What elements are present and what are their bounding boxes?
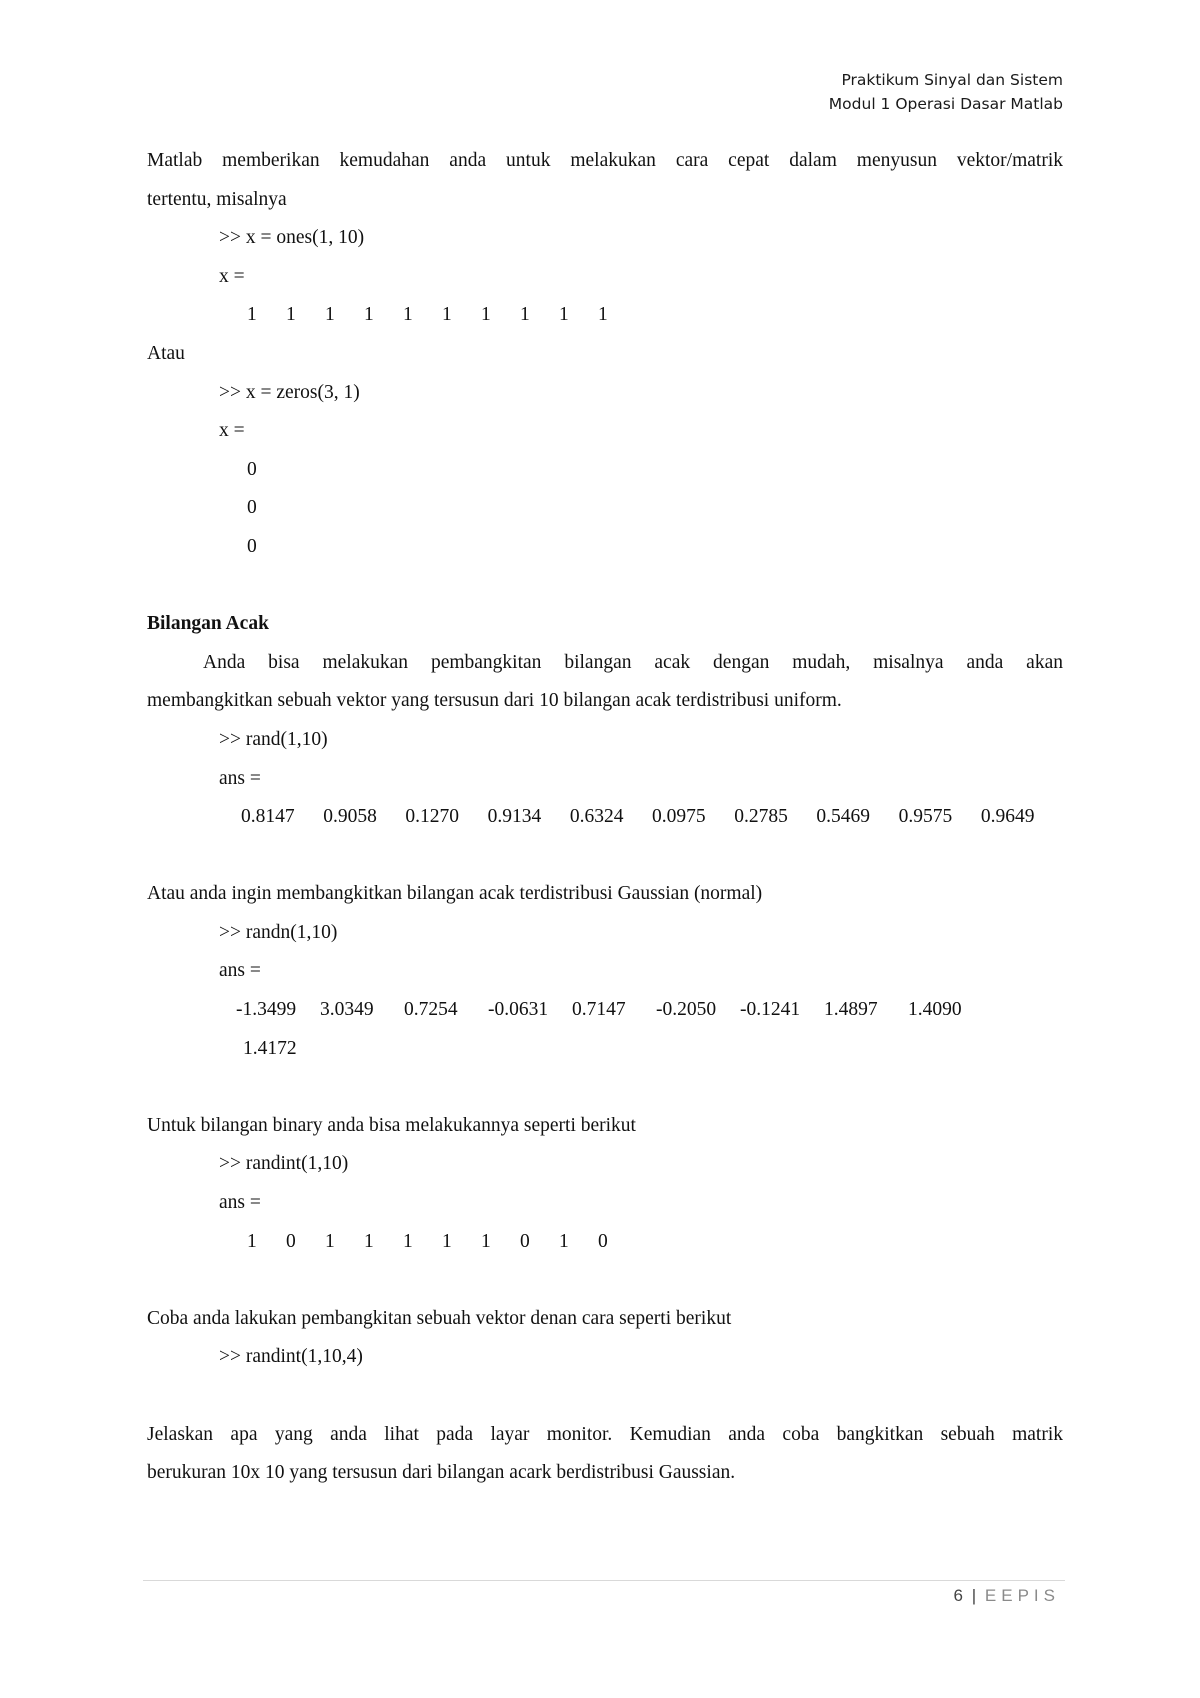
output-value: 1 [520,304,530,326]
section-heading: Bilangan Acak [147,613,269,635]
code-command-randint-2: >> randint(1,10,4) [219,1346,363,1368]
output-value: 0 [286,1230,296,1252]
spacer [147,1261,1063,1300]
output-value: 1 [247,1230,257,1252]
code-command-randn: >> randn(1,10) [219,921,338,943]
output-value: 1 [559,304,569,326]
output-value: 0.5469 [816,806,871,828]
paragraph-binary: Untuk bilangan binary anda bisa melakukannya seperti berikut [147,1114,636,1136]
output-value: 1 [286,304,296,326]
output-value: 0.8147 [241,806,295,828]
output-value: 1 [247,304,257,326]
code-command-zeros: >> x = zeros(3, 1) [219,381,360,403]
code-output-randint [147,1223,1063,1262]
output-value: 1.4897 [824,999,878,1021]
output-value: 0.9575 [898,806,953,828]
output-value: 0.9134 [487,806,542,828]
header-course-title: Praktikum Sinyal dan Sistem [841,71,1063,89]
code-result-label-randn: ans = [219,960,261,982]
output-value: 1 [442,304,452,326]
code-command-randint: >> randint(1,10) [219,1153,349,1175]
output-value: -0.2050 [656,999,717,1021]
footer-divider [143,1580,1065,1581]
output-value: 0.2785 [734,806,788,828]
output-value: -0.1241 [740,999,801,1021]
output-value: 0.9649 [980,806,1035,828]
output-value: 1 [442,1230,452,1252]
output-value: 1 [598,304,608,326]
spacer [147,1377,1063,1416]
paragraph-random-line-1: Anda bisa melakukan pembangkitan bilangan acak dengan mudah, misalnya anda akan [203,651,1063,673]
page-header [829,68,1063,116]
paragraph-random-line-2: membangkitkan sebuah vektor yang tersusun dari 10 bilangan acak terdistribusi uniform. [147,690,842,712]
footer-separator: | [971,1586,979,1605]
output-value: 0 [247,497,257,519]
output-value: 0.9058 [323,806,377,828]
output-value: 1 [559,1230,569,1252]
output-value: -0.0631 [488,999,549,1021]
code-output-rand [147,798,1063,837]
code-result-label-zeros: x = [219,420,245,442]
paragraph-explain-line-1: Jelaskan apa yang anda lihat pada layar monitor. Kemudian anda coba bangkitkan sebuah matrik [147,1423,1063,1445]
paragraph-intro-line-1: Matlab memberikan kemudahan anda untuk melakukan cara cepat dalam menyusun vektor/matrik [147,150,1063,171]
paragraph-intro-line-2: tertentu, misalnya [147,188,287,210]
code-result-label-rand: ans = [219,767,261,789]
paragraph-gaussian: Atau anda ingin membangkitkan bilangan acak terdistribusi Gaussian (normal) [147,883,763,905]
output-value-wrapped: 1.4172 [243,1037,297,1059]
output-value: 1 [403,304,413,326]
spacer [147,1068,1063,1107]
page-body [147,142,1063,1493]
output-value: 1 [325,1230,335,1252]
output-value: 1 [364,304,374,326]
paragraph-atau: Atau [147,342,185,364]
output-value: 0.1270 [405,806,460,828]
code-output-ones [147,296,1063,335]
output-value: -1.3499 [236,999,297,1021]
output-value: 0 [247,458,257,480]
output-value: 0 [520,1230,530,1252]
output-value: 1 [481,304,491,326]
code-result-label-randint: ans = [219,1192,261,1214]
code-output-randn [147,991,1063,1030]
footer-org: EEPIS [984,1586,1060,1605]
code-result-label-ones: x = [219,265,245,287]
output-value: 0 [598,1230,608,1252]
page-number: 6 [953,1586,966,1605]
code-command-ones: >> x = ones(1, 10) [219,227,365,249]
header-module-title: Modul 1 Operasi Dasar Matlab [828,95,1063,113]
output-value: 1 [403,1230,413,1252]
output-value: 1 [364,1230,374,1252]
spacer [147,837,1063,876]
output-value: 3.0349 [320,999,374,1021]
output-value: 0.7254 [404,999,458,1021]
code-command-rand: >> rand(1,10) [219,728,328,750]
output-value: 1 [481,1230,491,1252]
output-value: 1 [325,304,335,326]
output-value: 1.4090 [908,999,962,1021]
output-value: 0.0975 [652,806,706,828]
paragraph-explain-line-2: berukuran 10x 10 yang tersusun dari bilangan acark berdistribusi Gaussian. [147,1462,736,1484]
spacer [147,567,1063,606]
output-value: 0.6324 [569,806,624,828]
output-value: 0 [247,535,257,557]
paragraph-try: Coba anda lakukan pembangkitan sebuah vektor denan cara seperti berikut [147,1307,732,1329]
output-value: 0.7147 [572,999,626,1021]
page-footer [954,1586,1060,1606]
